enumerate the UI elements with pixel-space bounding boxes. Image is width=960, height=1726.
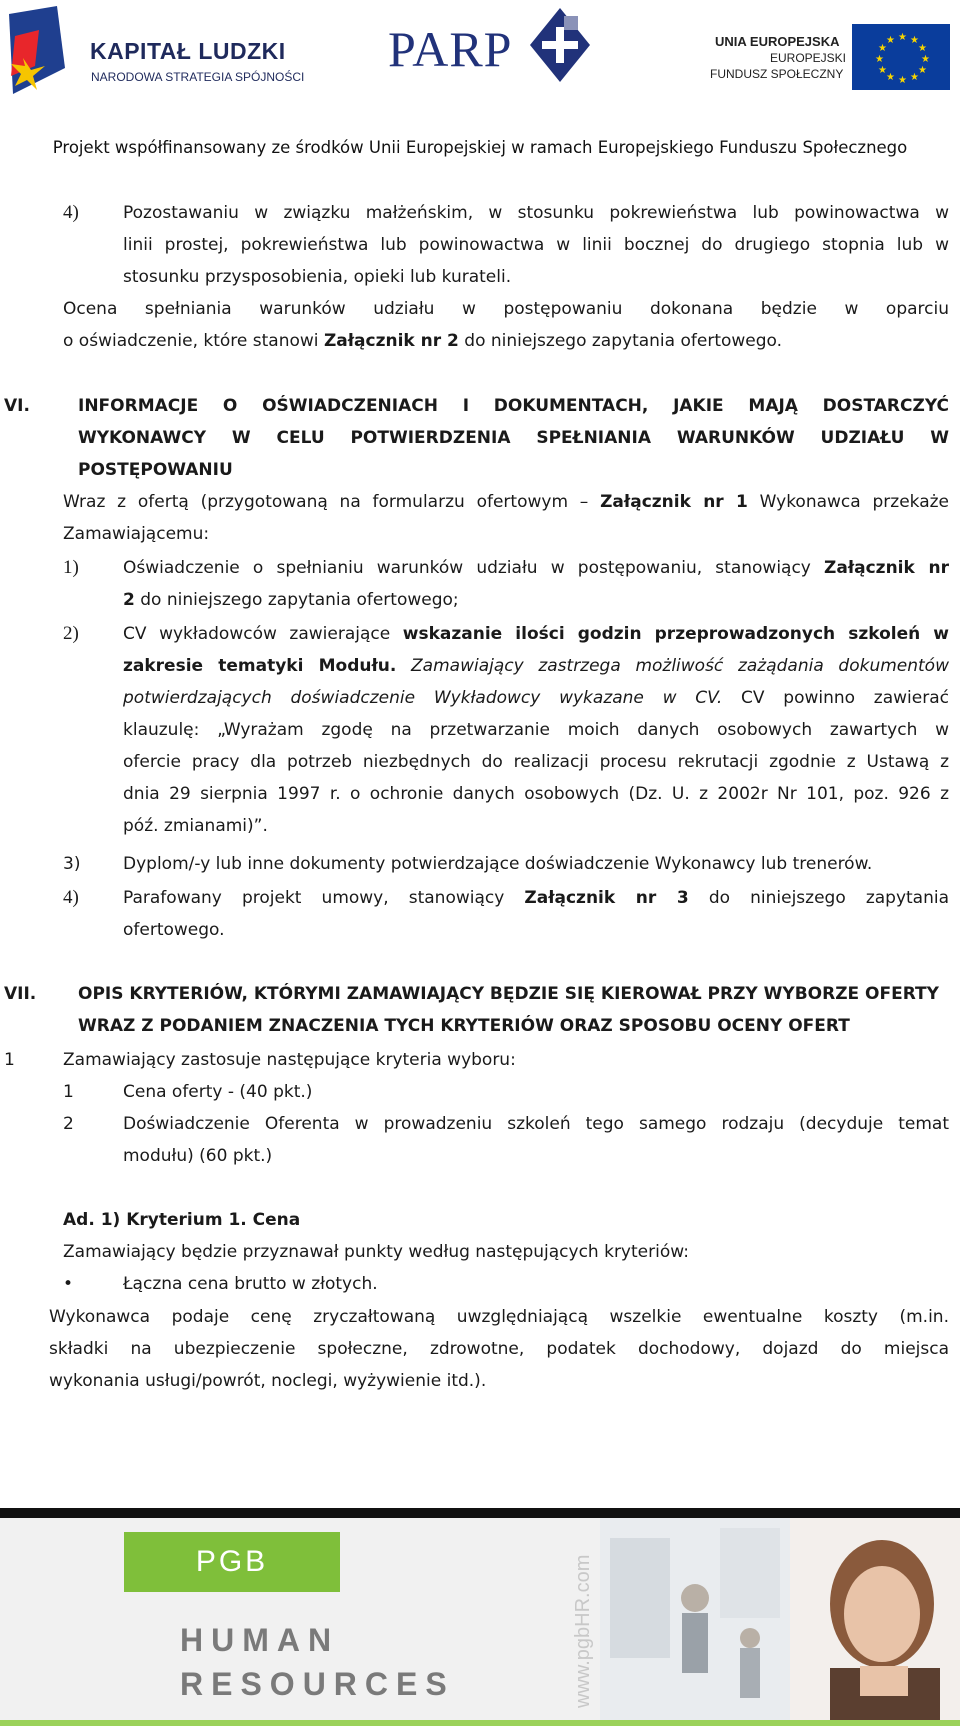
item4-line3: stosunku przysposobienia, opieki lub kurateli.: [123, 267, 512, 287]
human-text: HUMAN: [180, 1622, 340, 1658]
vi-item2-line6: dnia 29 sierpnia 1997 r. o ochronie danych osobowych (Dz. U. z 2002r Nr 101, poz. 926 z: [123, 784, 949, 804]
svg-text:★: ★: [921, 54, 930, 65]
ue-label-line1: UNIA EUROPEJSKA: [715, 34, 840, 49]
section-vi-intro-line2: Zamawiającemu:: [63, 524, 210, 544]
vi-item2-line7: póź. zmianami)”.: [123, 816, 268, 836]
criteria-intro: Zamawiający zastosuje następujące kryteria wyboru:: [63, 1050, 516, 1070]
vi-item4-line2: ofertowego.: [123, 920, 225, 940]
footer-bottom-bar: [0, 1720, 960, 1726]
item-number: 4): [63, 202, 79, 223]
kapital-ludzki-subtitle: NARODOWA STRATEGIA SPÓJNOŚCI: [91, 70, 305, 84]
resources-text: RESOURCES: [180, 1666, 455, 1702]
ocena-line2: o oświadczenie, które stanowi Załącznik nr 2 do niniejszego zapytania ofertowego.: [63, 331, 783, 351]
item4-line2: linii prostej, pokrewieństwa lub powinowactwa w linii bocznej do drugiego stopnia lub w: [123, 235, 949, 255]
item-number: 4): [63, 887, 79, 908]
contractor-paragraph-line3: wykonania usługi/powrót, noclegi, wyżywienie itd.).: [49, 1371, 487, 1391]
ue-label-line3: FUNDUSZ SPOŁECZNY: [710, 67, 844, 81]
criterion-number: 1: [63, 1082, 74, 1102]
section-number-vi: VI.: [4, 396, 30, 416]
svg-text:★: ★: [918, 65, 927, 76]
footer-banner: [0, 1508, 960, 1726]
svg-text:★: ★: [875, 54, 884, 65]
svg-text:★: ★: [910, 72, 919, 83]
svg-text:★: ★: [886, 35, 895, 46]
ue-label-line2: EUROPEJSKI: [770, 51, 847, 65]
kapital-ludzki-logo-icon: [5, 6, 67, 98]
section-vii-title-line1: OPIS KRYTERIÓW, KTÓRYMI ZAMAWIAJĄCY BĘDZIE SIĘ KIEROWAŁ PRZY WYBORZE OFERTY: [78, 984, 939, 1004]
criterion-price: Cena oferty - (40 pkt.): [123, 1082, 313, 1102]
contractor-paragraph-line1: Wykonawca podaje cenę zryczałtowaną uwzględniającą wszelkie ewentualne koszty (m.in.: [49, 1307, 949, 1327]
parp-logo-text: PARP: [388, 21, 513, 77]
item-number: 3): [63, 854, 81, 874]
svg-text:★: ★: [878, 43, 887, 54]
vi-item1-line2: 2 do niniejszego zapytania ofertowego;: [123, 590, 459, 610]
website-url-vertical: www.pgbHR.com: [572, 1554, 594, 1708]
svg-text:★: ★: [878, 65, 887, 76]
criterion-experience-line2: modułu) (60 pkt.): [123, 1146, 273, 1166]
section-number-vii: VII.: [4, 984, 37, 1004]
criterion-number: 2: [63, 1114, 74, 1134]
ocena-line1: Ocena spełniania warunków udziału w postępowaniu dokonana będzie w oparciu: [63, 299, 949, 319]
criterion-1-intro: Zamawiający będzie przyznawał punkty według następujących kryteriów:: [63, 1242, 689, 1262]
subheading-criterion-1: Ad. 1) Kryterium 1. Cena: [63, 1210, 301, 1230]
bullet-text: Łączna cena brutto w złotych.: [123, 1274, 378, 1294]
item-number: 2): [63, 623, 79, 644]
project-cofinancing-line: Projekt współfinansowany ze środków Unii Europejskiej w ramach Europejskiego Funduszu Społecznego: [52, 138, 908, 157]
item4-line1: Pozostawaniu w związku małżeńskim, w stosunku pokrewieństwa lub powinowactwa w: [123, 203, 949, 223]
svg-text:★: ★: [898, 32, 907, 43]
kapital-ludzki-title: KAPITAŁ LUDZKI: [90, 38, 286, 64]
bullet-icon: •: [63, 1274, 74, 1294]
vi-item2-line4: klauzulę: „Wyrażam zgodę na przetwarzanie moich danych osobowych zawartych w: [123, 720, 949, 740]
svg-text:★: ★: [886, 72, 895, 83]
section-vii-title-line2: WRAZ Z PODANIEM ZNACZENIA TYCH KRYTERIÓW ORAZ SPOSOBU OCENY OFERT: [78, 1016, 850, 1036]
section-vi-title-line3: POSTĘPOWANIU: [78, 460, 233, 480]
vi-item4-line1: Parafowany projekt umowy, stanowiący Załącznik nr 3 do niniejszego zapytania: [123, 888, 950, 908]
section-vi-title-line1: INFORMACJE O OŚWIADCZENIACH I DOKUMENTACH, JAKIE MAJĄ DOSTARCZYĆ: [78, 396, 949, 416]
parp-logo-icon: [530, 8, 590, 82]
svg-text:★: ★: [898, 75, 907, 86]
vi-item2-line1: CV wykładowców zawierające wskazanie ilości godzin przeprowadzonych szkoleń w: [123, 624, 949, 644]
eu-flag-icon: [852, 24, 950, 90]
attachment-ref: Załącznik nr 2: [323, 331, 459, 351]
svg-text:★: ★: [918, 43, 927, 54]
page-header: [0, 0, 960, 130]
vi-item1-line1: Oświadczenie o spełnianiu warunków udziału w postępowaniu, stanowiący Załącznik nr: [123, 558, 949, 578]
vi-item2-line3: potwierdzających doświadczenie Wykładowcy wykazane w CV. CV powinno zawierać: [123, 688, 949, 708]
office-photo-image: [600, 1518, 790, 1726]
vi-item2-line2: zakresie tematyki Modułu. Zamawiający zastrzega możliwość zażądania dokumentów: [123, 656, 949, 676]
contractor-paragraph-line2: składki na ubezpieczenie społeczne, zdrowotne, podatek dochodowy, dojazd do miejsca: [49, 1339, 949, 1359]
section-vi-title-line2: WYKONAWCY W CELU POTWIERDZENIA SPEŁNIANIA WARUNKÓW UDZIAŁU W: [78, 428, 949, 448]
point-number: 1: [4, 1050, 15, 1070]
portrait-photo-image: [790, 1518, 960, 1726]
pgb-logo-text: PGB: [195, 1545, 269, 1578]
vi-item2-line5: ofercie pracy dla potrzeb niezbędnych do realizacji procesu rekrutacji zgodnie z Ustawą z: [123, 752, 949, 772]
section-vi-intro-line1: Wraz z ofertą (przygotowaną na formularzu ofertowym – Załącznik nr 1 Wykonawca przekaże: [63, 492, 949, 512]
footer-top-bar: [0, 1508, 960, 1518]
criterion-experience-line1: Doświadczenie Oferenta w prowadzeniu szkoleń tego samego rodzaju (decyduje temat: [123, 1114, 949, 1134]
vi-item3-line1: Dyplom/-y lub inne dokumenty potwierdzające doświadczenie Wykonawcy lub trenerów.: [123, 854, 873, 874]
svg-text:★: ★: [910, 35, 919, 46]
item-number: 1): [63, 557, 79, 578]
